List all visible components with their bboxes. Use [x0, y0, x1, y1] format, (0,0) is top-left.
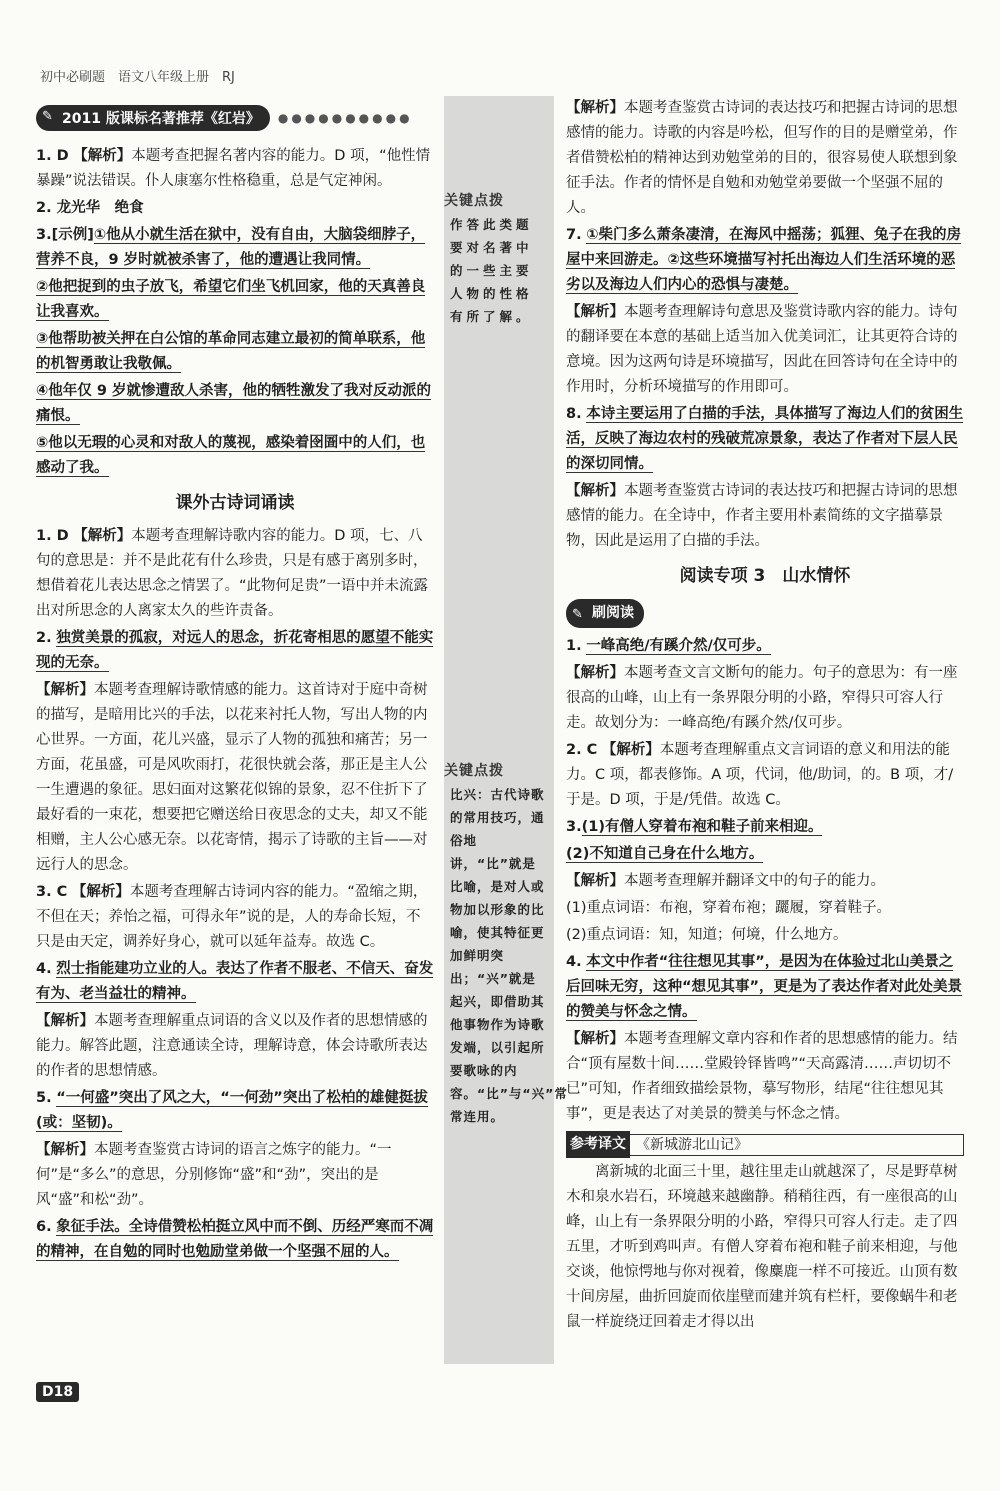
analysis-tag: 【解析】	[566, 483, 624, 499]
reading-2	[566, 738, 964, 813]
reference-title: 《新城游北山记》	[630, 1134, 964, 1156]
reading-4-answer: 本文中作者“往往想见其事”，是因为在体验过北山美景之后回味无穷，这种“想见其事”，更是为了表达作者对此处美景的赞美与怀念之情。	[566, 954, 963, 1020]
reading-3-a: (1)有僧人穿着布袍和鞋子前来相迎。	[581, 819, 823, 835]
poetry-4-text: 本题考查理解重点词语的含义以及作者的思想情感的能力。解答此题，注意通读全诗，理解诗意，体会诗歌所表达的作者的思想情感。	[36, 1013, 428, 1079]
analysis-tag: 【解析】	[601, 742, 660, 758]
analysis-tag: 【解析】	[566, 1031, 624, 1047]
poetry-4-answer: 烈士指能建功立业的人。表达了作者不服老、不信天、奋发有为、老当益壮的精神。	[36, 961, 434, 1002]
poetry-7	[566, 223, 964, 298]
answer-1-num: 1. D	[36, 148, 69, 164]
banner-dots: ●●●●●●●●●●	[277, 111, 413, 125]
answer-3-d: ④他年仅 9 岁就惨遭敌人杀害，他的牺牲激发了我对反动派的痛恨。	[36, 383, 431, 424]
reading-1-answer: 一峰高绝/有蹊介然/仅可步。	[586, 638, 771, 654]
poetry-7-answer: ①柴门多么萧条凄清，在海风中摇荡；狐狸、兔子在我的房屋中来回游走。②这些环境描写衬托出海边人们生活环境的恶劣以及海边人们内心的恐惧与凄楚。	[566, 227, 961, 293]
analysis-tag: 【解析】	[73, 148, 132, 164]
analysis-tag: 【解析】	[36, 1013, 94, 1029]
poetry-6	[36, 1215, 434, 1265]
analysis-tag: 【解析】	[36, 682, 94, 698]
poetry-7-text: 本题考查理解诗句意思及鉴赏诗歌内容的能力。诗句的翻译要在本意的基础上适当加入优美词汇，让其更符合诗的意境。因为这两句诗是环境描写，因此在回答诗句在全诗中的作用时，分析环境描写的作用即可。	[566, 304, 958, 395]
poetry-8	[566, 402, 964, 477]
answer-2: 2. 龙光华 绝食	[36, 200, 144, 216]
section-title-poetry: 课外古诗词诵读	[175, 493, 295, 513]
poetry-2	[36, 626, 434, 676]
reference-translation-header	[566, 1131, 964, 1158]
poetry-1-num: 1. D	[36, 528, 69, 544]
page-header: 初中必刷题 语文八年级上册 RJ	[40, 70, 235, 85]
reading-tag-label: 刷阅读	[592, 605, 634, 621]
key-tip-2-title: 关键点拨	[444, 763, 504, 779]
key-tip-2	[444, 760, 568, 1128]
poetry-3-num: 3. C	[36, 884, 68, 900]
answer-3-a: ①他从小就生活在狱中，没有自由，大脑袋细脖子，营养不良，9 岁时就被杀害了，他的遭遇让我同情。	[36, 227, 426, 268]
section-banner	[36, 104, 413, 132]
reading-4-num: 4.	[566, 954, 582, 970]
key-tip-1-text: 作答此类题要对名著中的一些主要人物的性格有所了解。	[450, 217, 533, 324]
poetry-1	[36, 524, 434, 624]
key-tip-2-label: 比兴：	[450, 787, 491, 802]
reference-label: 参考译文	[566, 1131, 630, 1158]
key-tip-1-title: 关键点拨	[444, 193, 504, 209]
analysis-tag: 【解析】	[566, 100, 624, 116]
section-title-reading: 阅读专项 3 山水情怀	[679, 566, 851, 586]
answer-1	[36, 144, 434, 194]
left-column	[36, 144, 434, 1267]
analysis-tag: 【解析】	[566, 873, 624, 889]
poetry-3-text: 本题考查理解古诗词内容的能力。“盈缩之期，不但在天；养怡之福，可得永年”说的是，人的寿命长短，不只是由天定，调养好身心，就可以延年益寿。故选 C。	[36, 884, 428, 950]
reading-tag	[566, 599, 644, 628]
poetry-5-answer: “一何盛”突出了风之大，“一何劲”突出了松柏的雄健挺拔(或：坚韧)。	[36, 1090, 428, 1131]
poetry-2-text: 本题考查理解诗歌情感的能力。这首诗对于庭中奇树的描写，是暗用比兴的手法，以花来衬托人物，写出人物的内心世界。一方面，花儿兴盛，显示了人物的孤独和痛苦；另一方面，花虽盛，可是风吹雨打，花很快就会落，那正是主人公一生遭遇的象征。思妇面对这繁花似锦的景象，忍不住折下了最好看的一束花，想要把它赠送给日夜思念的丈夫，却又不能相赠，主人公心感无奈。以花寄情，揭示了诗歌的主旨——对远行人的思念。	[36, 682, 428, 873]
pen-icon: ✎	[42, 109, 53, 124]
poetry-2-num: 2.	[36, 630, 52, 646]
poetry-7-num: 7.	[566, 227, 582, 243]
reading-4	[566, 950, 964, 1025]
poetry-2-answer: 独赏美景的孤寂，对远人的思念，折花寄相思的愿望不能实现的无奈。	[36, 630, 434, 671]
example-tag: [示例]	[51, 227, 94, 243]
key-tip-1	[444, 190, 554, 328]
analysis-tag: 【解析】	[566, 665, 624, 681]
poetry-6-answer: 象征手法。全诗借赞松柏挺立风中而不倒、历经严寒而不凋的精神，在自勉的同时也勉励堂弟做一个坚强不屈的人。	[36, 1219, 434, 1260]
poetry-5-text: 本题考查鉴赏古诗词的语言之炼字的能力。“一何”是“多么”的意思，分别修饰“盛”和“劲”，突出的是风“盛”和松“劲”。	[36, 1142, 392, 1208]
poetry-8-num: 8.	[566, 406, 582, 422]
reading-2-text: 本题考查理解重点文言词语的意义和用法的能力。C 项，都表修饰。A 项，代词，他/助词，的。B 项，才/于是。D 项，于是/凭借。故选 C。	[566, 742, 954, 808]
page-number: D18	[36, 1382, 79, 1402]
poetry-5-num: 5.	[36, 1090, 52, 1106]
poetry-8-answer: 本诗主要运用了白描的手法，具体描写了海边人们的贫困生活，反映了海边农村的残破荒凉景象，表达了作者对下层人民的深切同情。	[566, 406, 964, 472]
poetry-6-analysis: 本题考查鉴赏古诗词的表达技巧和把握古诗词的思想感情的能力。诗歌的内容是吟松，但写作的目的是赠堂弟，作者借赞松柏的精神达到劝勉堂弟的目的，很容易使人联想到象征手法。作者的情怀是自勉和劝勉堂弟要做一个坚强不屈的人。	[566, 100, 958, 216]
poetry-1-text: 本题考查理解诗歌内容的能力。D 项，七、八句的意思是：并不是此花有什么珍贵，只是有感于离别多时，想借着花儿表达思念之情罢了。“此物何足贵”一语中并未流露出对所思念的人离家太久的些许责备。	[36, 528, 429, 619]
reading-3	[566, 815, 964, 840]
answer-3-b: ②他把捉到的虫子放飞，希望它们坐飞机回家，他的天真善良让我喜欢。	[36, 279, 426, 320]
poetry-6-num: 6.	[36, 1219, 52, 1235]
analysis-tag: 【解析】	[36, 1142, 94, 1158]
analysis-tag: 【解析】	[71, 884, 130, 900]
poetry-8-text: 本题考查鉴赏古诗词的表达技巧和把握古诗词的思想感情的能力。在全诗中，作者主要用朴素简练的文字描摹景物，因此是运用了白描的手法。	[566, 483, 958, 549]
poetry-3	[36, 880, 434, 955]
reading-1-text: 本题考查文言文断句的能力。句子的意思为：有一座很高的山峰，山上有一条界限分明的小路，窄得只可容人行走。故划分为：一峰高绝/有蹊介然/仅可步。	[566, 665, 958, 731]
reading-4-text: 本题考查理解文章内容和作者的思想感情的能力。结合“顶有屋数十间……堂殿铃铎皆鸣”“天高露清……声切切不已”可知，作者细致描绘景物，摹写物形，结尾“往往想见其事”，更是表达了对美景的赞美与怀念之情。	[566, 1031, 958, 1122]
reading-3-text-1: 本题考查理解并翻译文中的句子的能力。	[624, 873, 885, 889]
key-tip-2-text: 古代诗歌的常用技巧，通俗地讲，“比”就是比喻，是对人或物加以形象的比喻，使其特征更加鲜明突出；“兴”就是起兴，即借助其他事物作为诗歌发端，以引起所要歌咏的内容。“比”与“兴”常常连用。	[450, 787, 568, 1124]
reading-3-num: 3.	[566, 819, 582, 835]
key-tip-2-body	[444, 783, 568, 1128]
reading-3-text-3: (2)重点词语：知，知道；何境，什么地方。	[566, 927, 848, 943]
analysis-tag: 【解析】	[73, 528, 132, 544]
poetry-4-num: 4.	[36, 961, 52, 977]
pen-icon: ✎	[572, 607, 583, 622]
answer-3	[36, 223, 434, 273]
reading-2-num: 2. C	[566, 742, 598, 758]
answer-3-c: ③他帮助被关押在白公馆的革命同志建立最初的简单联系，他的机智勇敢让我敬佩。	[36, 331, 426, 372]
reading-1-num: 1.	[566, 638, 582, 654]
reading-3-b: (2)不知道自己身在什么地方。	[566, 846, 764, 862]
right-column	[566, 96, 964, 1337]
reference-translation-text: 离新城的北面三十里，越往里走山就越深了，尽是野草树木和泉水岩石，环境越来越幽静。稍稍往西，有一座很高的山峰，山上有一条界限分明的小路，窄得只可容人行走。走了四五里，才听到鸡叫声。有僧人穿着布袍和鞋子前来相迎，与他交谈，他惊愕地与你对视着，像麋鹿一样不可接近。山顶有数十间房屋，曲折回旋而依崖壁而建并筑有栏杆，要像蜗牛和老鼠一样旋绕迂回着走才得以出	[566, 1164, 958, 1330]
answer-1-text: 本题考查把握名著内容的能力。D 项，“他性情暴躁”说法错误。仆人康塞尔性格稳重，总是气定神闲。	[36, 148, 431, 189]
poetry-5	[36, 1086, 434, 1136]
banner-tag	[36, 105, 270, 131]
reading-1	[566, 634, 964, 659]
analysis-tag: 【解析】	[566, 304, 624, 320]
poetry-4	[36, 957, 434, 1007]
answer-3-num: 3.	[36, 227, 52, 243]
reading-3-text-2: (1)重点词语：布袍，穿着布袍；躧履，穿着鞋子。	[566, 900, 892, 916]
answer-3-e: ⑤他以无瑕的心灵和对敌人的蔑视，感染着囹圄中的人们，也感动了我。	[36, 435, 426, 476]
banner-title: 2011 版课标名著推荐《红岩》	[62, 111, 260, 127]
